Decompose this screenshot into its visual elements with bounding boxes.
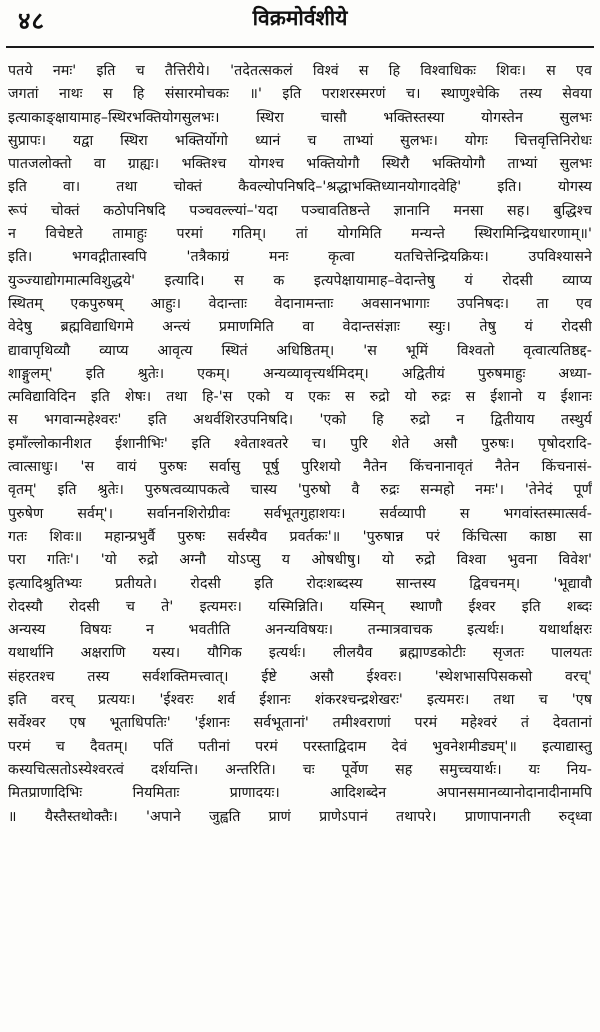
running-title: विक्रमोर्वशीये <box>252 6 348 30</box>
commentary-text <box>8 60 592 829</box>
text-line: युञ्ज्याद्योगमात्मविशुद्धये' इत्यादि। स क इत्यपेक्षायामाह–वेदान्तेषु यं रोदसी व्याप्य <box>8 272 592 289</box>
page-number: ४८ <box>18 6 45 35</box>
text-line: रूपं चोक्तं कठोपनिषदि पञ्चवल्ल्यां–'यदा पञ्चावतिष्ठन्ते ज्ञानानि मनसा सह। बुद्धिश्च <box>8 202 592 219</box>
text-line: वृतम्' इति श्रुतेः। पुरुषत्वव्यापकत्वे चास्य 'पुरुषो वै रुद्रः सन्महो नमः'। 'तेनेदं पूर्णं <box>8 482 592 499</box>
text-line: यथार्थानि अक्षराणि यस्य। यौगिक इत्यर्थः। लीलयैव ब्रह्माण्डकोटीः सृजतः पालयतः <box>8 645 592 662</box>
text-line: त्मविद्याविदिन इति शेषः। तथा हि-'स एको य एकः स रुद्रो यो रुद्रः स ईशानो य ईशानः <box>8 389 592 406</box>
page-header <box>0 0 600 46</box>
text-line: रोदस्यौ रोदसी च ते' इत्यमरः। यस्मिन्निति। यस्मिन् स्थाणौ ईश्वर इति शब्दः <box>8 598 592 615</box>
text-line: त्वात्साधुः। 'स वायं पुरुषः सर्वासु पूर्षु पुरिशयो नैतेन किंचनानावृतं नैतेन किंचनासं- <box>8 459 592 476</box>
text-line: वेदेषु ब्रह्मविद्याधिगमे अन्त्यं प्रमाणमिति वा वेदान्तसंज्ञाः स्युः। तेषु यं रोदसी <box>8 319 592 336</box>
header-rule <box>6 46 594 48</box>
text-line: पुरुषेण सर्वम्'। सर्वाननशिरोग्रीवः सर्वभूतगुहाशयः। सर्वव्यापी स भगवांस्तस्मात्सर्व- <box>8 505 592 522</box>
text-line: शाङ्गुलम्' इति श्रुतेः। एकम्। अन्यव्यावृत्त्यर्थमिदम्। अद्वितीयं पुरुषमाहुः अध्या- <box>8 365 592 382</box>
text-line: सर्वेश्वर एष भूताधिपतिः' 'ईशानः सर्वभूतानां' तमीश्वराणां परमं महेश्वरं तं देवतानां <box>8 715 592 732</box>
text-line: पातजलोक्तो वा ग्राह्यः। भक्तिश्च योगश्च भक्तियोगौ स्थिरौ भक्तियोगौ ताभ्यां सुलभः <box>8 156 592 173</box>
text-line: सुप्रापः। यद्वा स्थिरा भक्तिर्योगो ध्यानं च ताभ्यां सुलभः। योगः चित्तवृत्तिनिरोधः <box>8 132 592 149</box>
text-line: ॥ यैस्तैस्तथोक्तैः। 'अपाने जुह्वति प्राणं प्राणेऽपानं तथापरे। प्राणापानगती रुद्ध्वा <box>8 808 592 825</box>
text-line: इति। भगवद्गीतास्वपि 'तत्रैकाग्रं मनः कृत्वा यतचित्तेन्द्रियक्रियः। उपविश्यासने <box>8 249 592 266</box>
text-line: जगतां नाथः स हि संसारमोचकः ॥' इति पराशरस्मरणं च। स्थाणुश्चेकि तस्य सेवया <box>8 86 592 103</box>
text-line: इति वा। तथा चोक्तं कैवल्योपनिषदि–'श्रद्धाभक्तिध्यानयोगादवेहि' इति। योगस्य <box>8 179 592 196</box>
text-line: इति वरच् प्रत्ययः। 'ईश्वरः शर्व ईशानः शंकरश्चन्द्रशेखरः' इत्यमरः। तथा च 'एष <box>8 692 592 709</box>
text-line: न विचेष्टते तामाहुः परमां गतिम्। तां योगमिति मन्यन्ते स्थिरामिन्द्रियधारणाम्॥' <box>8 226 592 243</box>
text-line: अन्यस्य विषयः न भवतीति अनन्यविषयः। तन्मात्रवाचक इत्यर्थः। यथार्थाक्षरः <box>8 622 592 639</box>
text-line: इत्यादिश्रुतिभ्यः प्रतीयते। रोदसी इति रोदःशब्दस्य सान्तस्य द्विवचनम्। 'भूद्यावौ <box>8 575 592 592</box>
text-line: इत्याकाङ्क्षायामाह–स्थिरभक्तियोगसुलभः। स्थिरा चासौ भक्तिस्तस्या योगस्तेन सुलभः <box>8 109 592 126</box>
text-line: पतये नमः' इति च तैत्तिरीये। 'तदेतत्सकलं विश्वं स हि विश्वाधिकः शिवः। स एव <box>8 63 592 79</box>
text-line: संहरतश्च तस्य सर्वशक्तिमत्त्वात्। ईष्टे असौ ईश्वरः। 'स्थेशभासपिसकसो वरच्' <box>8 668 592 685</box>
text-line: मितप्राणादिभिः नियमिताः प्राणादयः। आदिशब्देन अपानसमानव्यानोदानादीनामपि <box>8 785 592 802</box>
text-line: कस्यचित्सतोऽस्येश्वरत्वं दर्शयन्ति। अन्तरिति। चः पूर्वेण सह समुच्चयार्थः। यः निय- <box>8 761 592 778</box>
text-line: स्थितम् एकपुरुषम् आहुः। वेदान्ताः वेदानामन्ताः अवसानभागाः उपनिषदः। ता एव <box>8 295 592 312</box>
text-line: स भगवान्महेश्वरः' इति अथर्वशिरउपनिषदि। 'एको हि रुद्रो न द्वितीयाय तस्थुर्य <box>8 412 592 429</box>
text-line: गतः शिवः॥ महान्प्रभुर्वै पुरुषः सर्वस्यैव प्रवर्तकः'॥ 'पुरुषान्न परं किंचित्सा काष्ठा सा <box>8 528 592 545</box>
text-line: द्यावापृथिव्यौ व्याप्य आवृत्य स्थितं अधिष्ठितम्। 'स भूमिं विश्वतो वृत्वात्यतिष्ठद्द- <box>8 342 592 359</box>
text-line: परा गतिः'। 'यो रुद्रो अग्नौ योऽप्सु य ओषधीषु। यो रुद्रो विश्वा भुवना विवेश' <box>8 552 592 569</box>
text-line: परमं च दैवतम्। पतिं पतीनां परमं परस्ताद्विदाम देवं भुवनेशमीड्यम्'॥ इत्याद्यास्तु <box>8 738 592 755</box>
text-line: इमाँल्लोकानीशत ईशानीभिः' इति श्वेताश्वतरे च। पुरि शेते असौ पुरुषः। पृषोदरादि- <box>8 435 592 452</box>
